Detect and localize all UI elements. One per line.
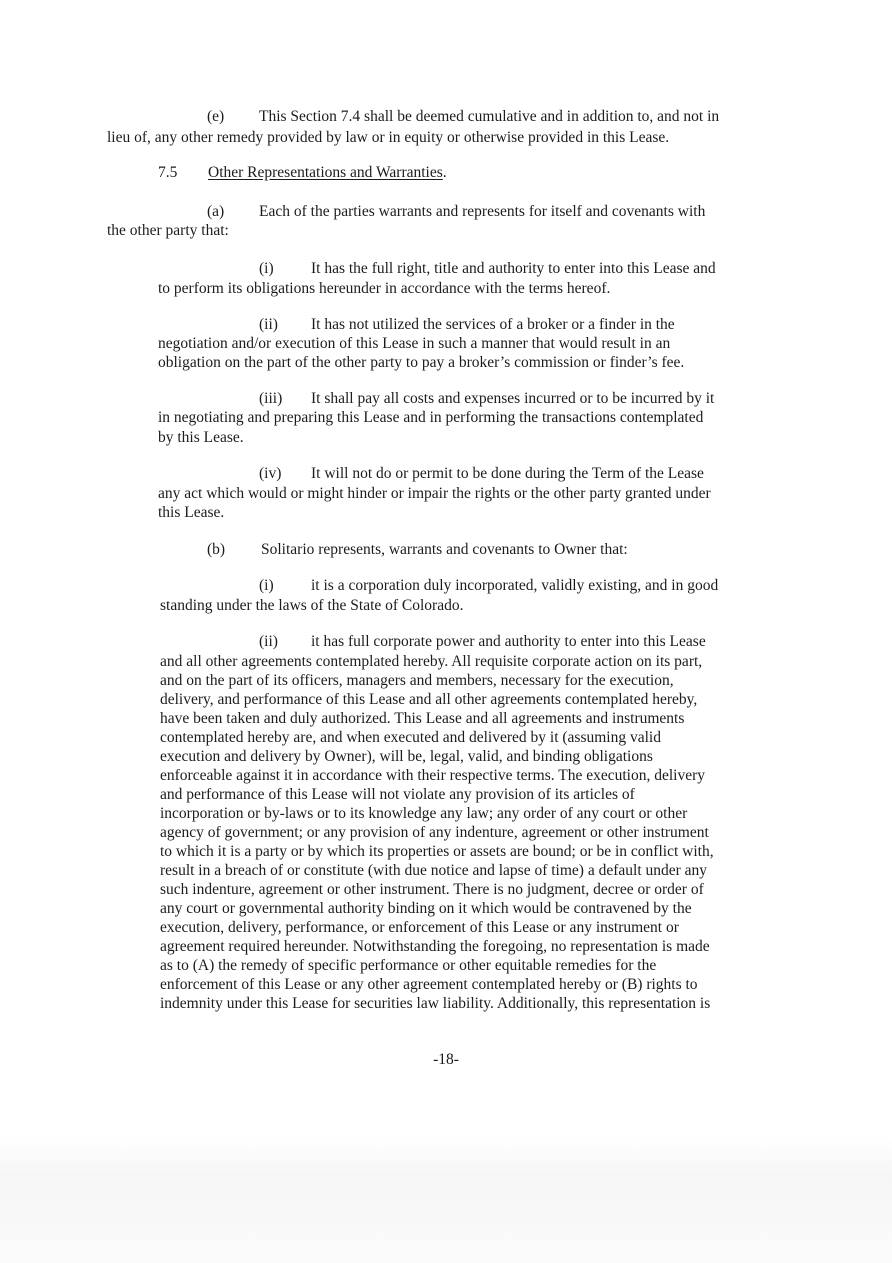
clause-text: It will not do or permit to be done during the Term of the Lease <box>311 465 704 482</box>
paragraph-7-4-e-line-2: lieu of, any other remedy provided by law or in equity or otherwise provided in this Lease. <box>107 129 670 146</box>
paragraph-7-5-b-i-line-1 <box>259 576 718 595</box>
clause-label: (i) <box>259 260 274 277</box>
clause-text: It has not utilized the services of a broker or a finder in the <box>311 316 675 333</box>
paragraph-7-5-a-line-1 <box>207 202 705 221</box>
paragraph-7-5-a-i-line-1 <box>259 259 716 278</box>
clause-text: it has full corporate power and authority to enter into this Lease <box>311 633 706 650</box>
paragraph-7-5-b-ii-line-16: execution, delivery, performance, or enforcement of this Lease or any instrument or <box>160 919 679 936</box>
paragraph-7-5-b-ii-line-2: and all other agreements contemplated hereby. All requisite corporate action on its part, <box>160 653 703 670</box>
paragraph-7-5-b-ii-line-18: as to (A) the remedy of specific performance or other equitable remedies for the <box>160 957 657 974</box>
paragraph-7-5-b-ii-line-15: any court or governmental authority binding on it which would be contravened by the <box>160 900 692 917</box>
paragraph-7-5-b-ii-line-6: contemplated hereby are, and when executed and delivered by it (assuming valid <box>160 729 661 746</box>
paragraph-7-4-e-line-1 <box>207 107 719 126</box>
paragraph-7-5-b-i-line-2: standing under the laws of the State of Colorado. <box>160 597 464 614</box>
paragraph-7-5-a-i-line-2: to perform its obligations hereunder in accordance with the terms hereof. <box>158 280 611 297</box>
paragraph-7-5-b-ii-line-9: and performance of this Lease will not violate any provision of its articles of <box>160 786 635 803</box>
clause-label: (a) <box>207 203 225 220</box>
paragraph-7-5-b-ii-line-20: indemnity under this Lease for securities law liability. Additionally, this representation is <box>160 995 711 1012</box>
clause-label: (iii) <box>259 390 283 407</box>
clause-label: (ii) <box>259 633 278 650</box>
clause-text: Each of the parties warrants and represents for itself and covenants with <box>259 203 706 220</box>
clause-label: (e) <box>207 108 225 125</box>
clause-label: (ii) <box>259 316 278 333</box>
paragraph-7-5-b-ii-line-10: incorporation or by-laws or to its knowledge any law; any order of any court or other <box>160 805 688 822</box>
section-heading-7-5 <box>158 163 447 182</box>
paragraph-7-5-a-line-2: the other party that: <box>107 222 229 239</box>
clause-label: (b) <box>207 541 226 558</box>
paragraph-7-5-b-ii-line-17: agreement required hereunder. Notwithstanding the foregoing, no representation is made <box>160 938 710 955</box>
paragraph-7-5-b-ii-line-11: agency of government; or any provision of any indenture, agreement or other instrument <box>160 824 709 841</box>
clause-text: Solitario represents, warrants and covenants to Owner that: <box>261 541 628 558</box>
paragraph-7-5-b-ii-line-13: result in a breach of or constitute (with due notice and lapse of time) a default under any <box>160 862 708 879</box>
clause-label: (iv) <box>259 465 282 482</box>
paragraph-7-5-a-iii-line-1 <box>259 389 714 408</box>
clause-label: (i) <box>259 577 274 594</box>
paragraph-7-5-b-ii-line-12: to which it is a party or by which its properties or assets are bound; or be in conflict with, <box>160 843 714 860</box>
clause-text: It has the full right, title and authority to enter into this Lease and <box>311 260 716 277</box>
paragraph-7-5-a-iv-line-2: any act which would or might hinder or impair the rights or the other party granted under <box>158 485 711 502</box>
section-title-period: . <box>442 164 447 181</box>
paragraph-7-5-a-iii-line-3: by this Lease. <box>158 429 244 446</box>
paragraph-7-5-b-line-1 <box>207 540 628 559</box>
paragraph-7-5-a-iv-line-3: this Lease. <box>158 504 225 521</box>
paragraph-7-5-a-ii-line-2: negotiation and/or execution of this Lease in such a manner that would result in an <box>158 335 671 352</box>
clause-text: It shall pay all costs and expenses incurred or to be incurred by it <box>311 390 715 407</box>
paragraph-7-5-a-iii-line-2: in negotiating and preparing this Lease and in performing the transactions contemplated <box>158 409 704 426</box>
paragraph-7-5-a-ii-line-1 <box>259 315 675 334</box>
paragraph-7-5-b-ii-line-4: delivery, and performance of this Lease and all other agreements contemplated hereby, <box>160 691 698 708</box>
section-number: 7.5 <box>158 164 178 181</box>
clause-text: This Section 7.4 shall be deemed cumulative and in addition to, and not in <box>259 108 720 125</box>
paragraph-7-5-a-ii-line-3: obligation on the part of the other party to pay a broker’s commission or finder’s fee. <box>158 354 685 371</box>
section-title: Other Representations and Warranties <box>208 164 443 181</box>
paragraph-7-5-b-ii-line-3: and on the part of its officers, managers and members, necessary for the execution, <box>160 672 674 689</box>
paragraph-7-5-b-ii-line-8: enforceable against it in accordance with their respective terms. The execution, delivery <box>160 767 705 784</box>
paragraph-7-5-b-ii-line-5: have been taken and duly authorized. This Lease and all agreements and instruments <box>160 710 685 727</box>
paragraph-7-5-b-ii-line-7: execution and delivery by Owner), will be, legal, valid, and binding obligations <box>160 748 653 765</box>
paragraph-7-5-b-ii-line-1 <box>259 632 706 651</box>
clause-text: it is a corporation duly incorporated, validly existing, and in good <box>311 577 719 594</box>
paragraph-7-5-a-iv-line-1 <box>259 464 704 483</box>
paragraph-7-5-b-ii-line-14: such indenture, agreement or other instrument. There is no judgment, decree or order of <box>160 881 704 898</box>
page-number: -18- <box>433 1051 459 1068</box>
paragraph-7-5-b-ii-line-19: enforcement of this Lease or any other agreement contemplated hereby or (B) rights to <box>160 976 698 993</box>
